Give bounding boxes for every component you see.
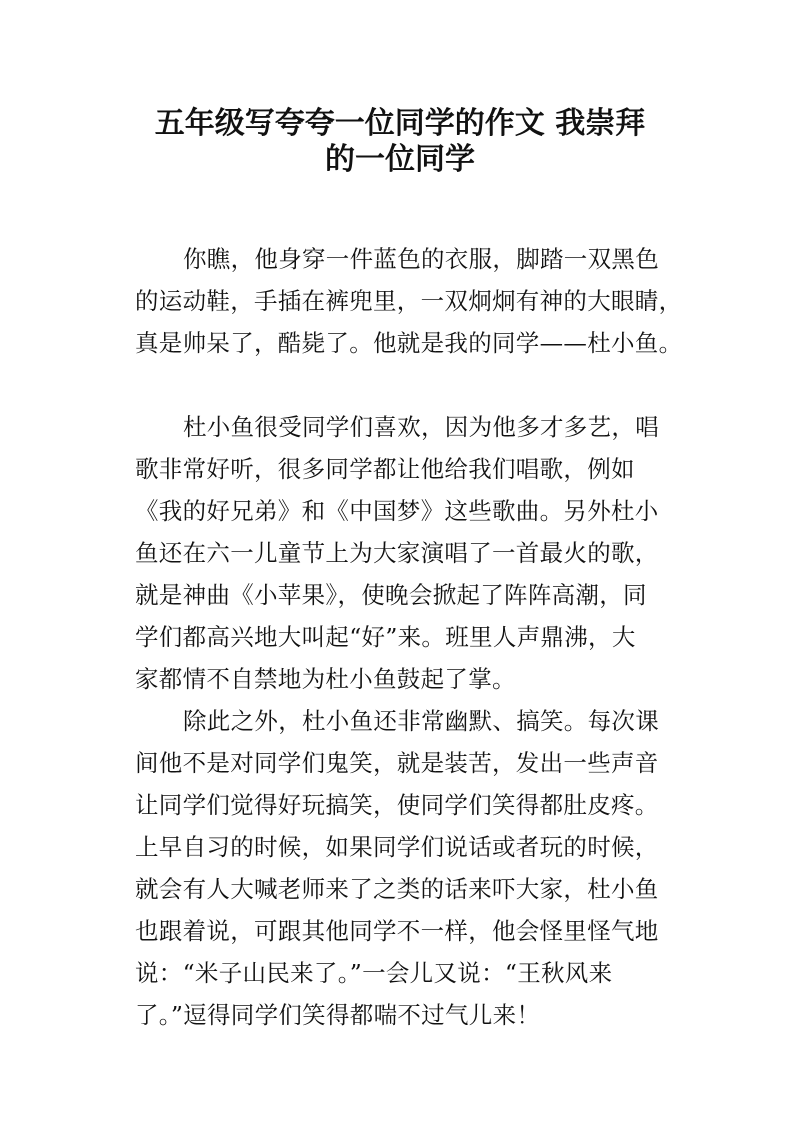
paragraph-line: 就会有人大喊老师来了之类的话来吓大家，杜小鱼 (135, 875, 659, 903)
paragraph-line: 歌非常好听，很多同学都让他给我们唱歌，例如 (135, 455, 635, 483)
paragraph-line: 杜小鱼很受同学们喜欢，因为他多才多艺，唱 (183, 413, 659, 441)
paragraph-line: 除此之外，杜小鱼还非常幽默、搞笑。每次课 (183, 707, 659, 735)
paragraph-line: 鱼还在六一儿童节上为大家演唱了一首最火的歌， (135, 539, 659, 567)
document-title-line-1: 五年级写夸夸一位同学的作文 我崇拜 (154, 106, 646, 141)
paragraph-line: 了。”逗得同学们笑得都喘不过气儿来！ (135, 1001, 541, 1029)
paragraph-line: 间他不是对同学们鬼笑，就是装苦，发出一些声音 (135, 749, 659, 777)
paragraph-line: 的运动鞋，手插在裤兜里，一双炯炯有神的大眼睛， (135, 287, 683, 315)
paragraph-line: 上早自习的时候，如果同学们说话或者玩的时候， (135, 833, 659, 861)
paragraph-line: 就是神曲《小苹果》，使晚会掀起了阵阵高潮，同 (135, 581, 647, 609)
paragraph-line: 真是帅呆了，酷毙了。他就是我的同学——杜小鱼。 (135, 329, 683, 357)
paragraph-line: 也跟着说，可跟其他同学不一样，他会怪里怪气地 (135, 917, 659, 945)
paragraph-line: 学们都高兴地大叫起“好”来。班里人声鼎沸，大 (135, 623, 636, 651)
paragraph-line: 家都情不自禁地为杜小鱼鼓起了掌。 (135, 665, 516, 693)
paragraph-line: 《我的好兄弟》和《中国梦》这些歌曲。另外杜小 (135, 497, 659, 525)
document-title-line-2: 的一位同学 (325, 142, 475, 177)
paragraph-line: 说：“米子山民来了。”一会儿又说：“王秋风来 (135, 959, 613, 987)
paragraph-line: 你瞧，他身穿一件蓝色的衣服，脚踏一双黑色 (183, 245, 659, 273)
paragraph-line: 让同学们觉得好玩搞笑，使同学们笑得都肚皮疼。 (135, 791, 659, 819)
